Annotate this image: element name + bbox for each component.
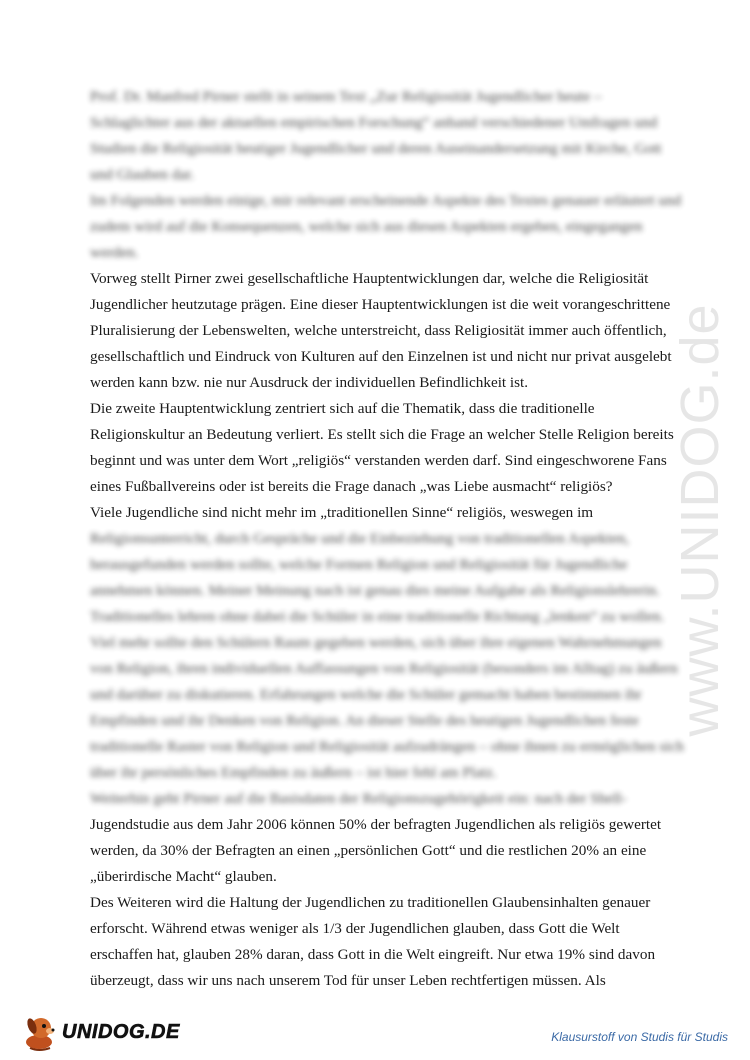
text-line: Vorweg stellt Pirner zwei gesellschaftliche Hauptentwicklungen dar, welche die Religiosität <box>90 270 649 287</box>
blurred-text-line: annehmen können. Meiner Meinung nach ist genau dies meine Aufgabe als Religionslehrerin. <box>90 582 660 599</box>
text-line: Pluralisierung der Lebenswelten, welche unterstreicht, dass Religiosität immer auch öffentlich, <box>90 322 667 339</box>
blurred-text-line: Schlaglichter aus der aktuellen empirischen Forschung“ anhand verschiedener Umfragen und <box>90 114 658 131</box>
text-line: erforscht. Während etwas weniger als 1/3 der Jugendlichen glauben, dass Gott die Welt <box>90 920 620 937</box>
blurred-text-line: Empfinden und ihr Denken von Religion. An dieser Stelle des heutigen Jugendlichen feste <box>90 712 639 729</box>
text-line: beginnt und was unter dem Wort „religiös“ verstanden werden darf. Sind eingeschworene Fans <box>90 452 667 469</box>
blurred-text-line: Studien die Religiosität heutiger Jugendlicher und deren Auseinandersetzung mit Kirche, Gott <box>90 140 662 157</box>
text-line: Die zweite Hauptentwicklung zentriert sich auf die Thematik, dass die traditionelle <box>90 400 595 417</box>
watermark-text: www.UNIDOG.de <box>670 303 730 737</box>
blurred-text-line: traditionelle Raster von Religion und Religiosität aufzudrängen – ohne ihnen zu ermöglichen sich <box>90 738 684 755</box>
blurred-text-line: über ihr persönliches Empfinden zu äußern – ist hier fehl am Platz. <box>90 764 497 781</box>
blurred-text-line: und darüber zu diskutieren. Erfahrungen welche die Schüler gemacht haben bestimmen ihr <box>90 686 642 703</box>
text-line: gesellschaftlich und Eindruck von Kulturen auf den Einzelnen ist und nicht nur privat ausgelebt <box>90 348 672 365</box>
text-line: werden, da 30% der Befragten an einen „persönlichen Gott“ und die restlichen 20% an eine <box>90 842 647 859</box>
text-line: werden kann bzw. nie nur Ausdruck der individuellen Befindlichkeit ist. <box>90 374 529 391</box>
text-line: Jugendstudie aus dem Jahr 2006 können 50% der befragten Jugendlichen als religiös gewertet <box>90 816 662 833</box>
text-line: erschaffen hat, glauben 28% daran, dass Gott in die Welt eingreift. Nur etwa 19% sind davon <box>90 946 656 963</box>
footer-tagline: Klausurstoff von Studis für Studis <box>551 1030 728 1044</box>
document-body <box>90 84 684 994</box>
blurred-text-line: Weiterhin geht Pirner auf die Basisdaten der Religionszugehörigkeit ein: nach der Shell- <box>90 790 627 807</box>
blurred-text-line: von Religion, ihren individuellen Auffassungen von Religiosität (besonders im Alltag) zu äußern <box>90 660 678 677</box>
blurred-text-line: Viel mehr sollte den Schülern Raum gegeben werden, sich über ihre eigenen Wahrnehmungen <box>90 634 662 651</box>
blurred-text-line: Prof. Dr. Manfred Pirner stellt in seinem Text „Zur Religiosität Jugendlicher heute – <box>90 88 602 105</box>
text-line: „überirdische Macht“ glauben. <box>90 868 277 885</box>
text-line: Religionskultur an Bedeutung verliert. Es stellt sich die Frage an welcher Stelle Religion bereits <box>90 426 674 443</box>
blurred-text-line: Im Folgenden werden einige, mir relevant erscheinende Aspekte des Textes genauer erläutert und <box>90 192 682 209</box>
unidog-logo[interactable] <box>22 1012 222 1052</box>
blurred-text-line: und Glauben dar. <box>90 166 195 183</box>
dog-mascot-icon <box>22 1012 60 1052</box>
text-line: überzeugt, dass wir uns nach unserem Tod für unser Leben rechtfertigen müssen. Als <box>90 972 606 989</box>
blurred-text-line: Religionsunterricht, durch Gespräche und die Einbeziehung von traditionellen Aspekten, <box>90 530 630 547</box>
text-line: eines Fußballvereins oder ist bereits die Frage danach „was Liebe ausmacht“ religiös? <box>90 478 613 495</box>
blurred-text-line: Traditionelles lehren ohne dabei die Schüler in eine traditionelle Richtung „lenken“ zu wollen. <box>90 608 665 625</box>
blurred-text-line: werden. <box>90 244 139 261</box>
text-line: Viele Jugendliche sind nicht mehr im „traditionellen Sinne“ religiös, weswegen im <box>90 504 594 521</box>
blurred-text-line: herausgefunden werden sollte, welche Formen Religion und Religiosität für Jugendliche <box>90 556 628 573</box>
text-line: Jugendlicher heutzutage prägen. Eine dieser Hauptentwicklungen ist die weit vorangeschrittene <box>90 296 671 313</box>
blurred-text-line: zudem wird auf die Konsequenzen, welche sich aus diesen Aspekten ergeben, eingegangen <box>90 218 643 235</box>
text-line: Des Weiteren wird die Haltung der Jugendlichen zu traditionellen Glaubensinhalten genauer <box>90 894 651 911</box>
logo-text: UNIDOG.DE <box>62 1020 180 1043</box>
